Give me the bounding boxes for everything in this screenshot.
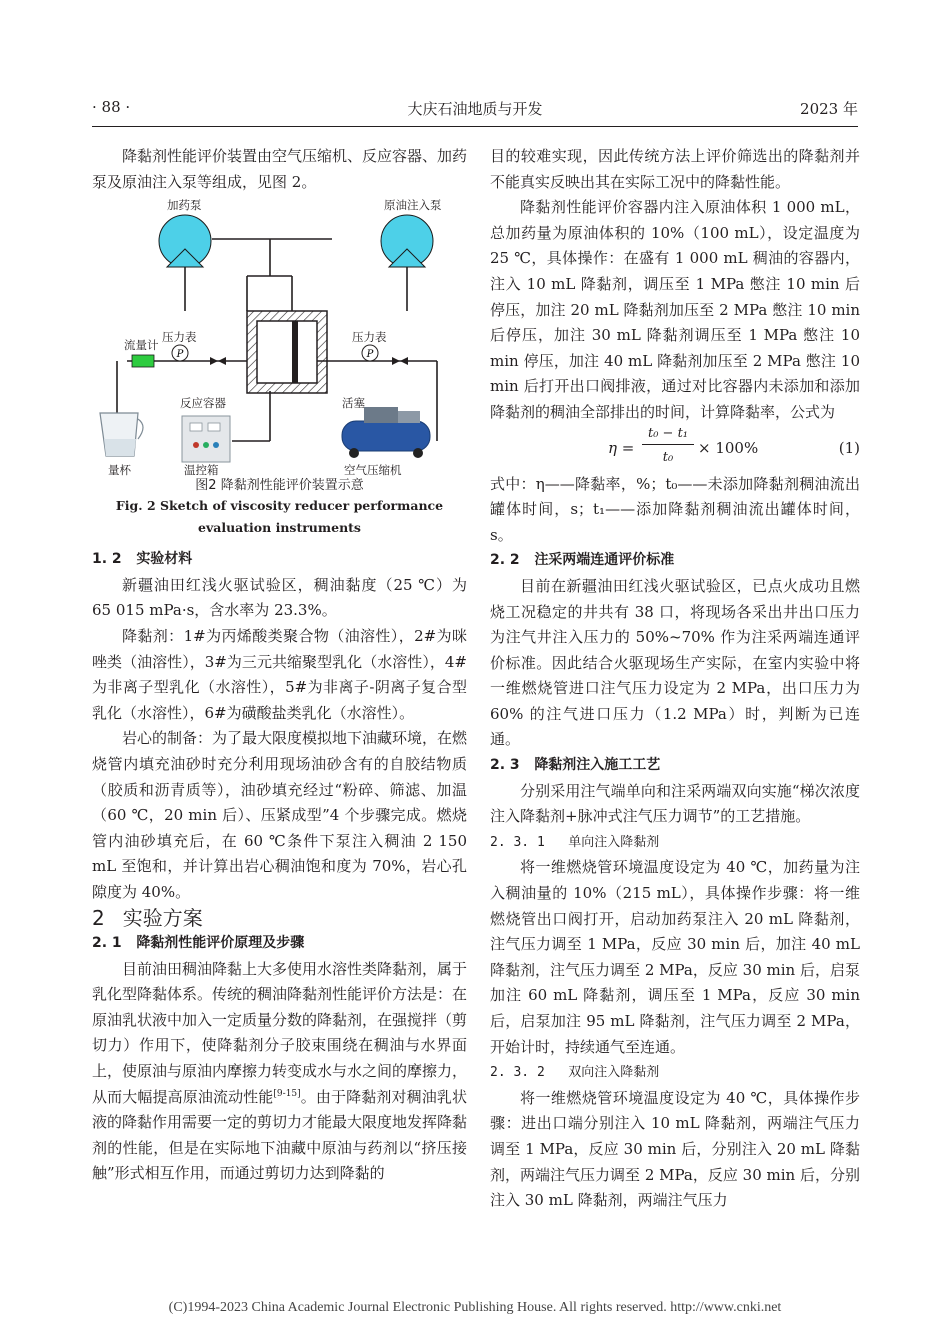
svg-text:温控箱: 温控箱 [184,463,219,478]
section-number: 2. 1 [92,935,122,952]
piston-icon [292,321,298,383]
paragraph-standard: 目前在新疆油田红浅火驱试验区，已点火成功且燃烧工况稳定的井共有 38 口，将现场各采出井出口压力为注气井注入压力的 50%~70% 作为注采两端连通评价标准。因此结合火驱现场生产实际，在室内实验中将一维燃烧管进口注气压力设定为 2 MPa，出口压力为 60% 的注气进口压力（1.2 MPa）时，判断为已连通。 [490,576,860,749]
publication-year: 2023 年 [800,100,858,118]
dosing-pump-icon [159,215,211,267]
right-column [490,144,860,1214]
temperature-box-icon [182,416,230,462]
equation-denominator: t₀ [662,449,674,465]
equation-rhs: × 100% [698,438,759,457]
section-2-3-heading [490,753,860,779]
left-column [92,144,467,1187]
figure-caption-en-2: evaluation instruments [198,520,361,536]
section-number: 2 [92,905,105,930]
svg-text:活塞: 活塞 [342,396,365,411]
section-number: 2. 3. 1 [490,834,545,850]
section-2-1-heading [92,931,467,957]
pressure-gauge-left-icon [172,345,188,361]
section-title: 实验方案 [122,905,203,930]
paragraph-core: 岩心的制备：为了最大限度模拟地下油藏环境，在燃烧管内填充油砂时充分利用现场油砂含有的自胶结物质（胶质和沥青质等），油砂填充经过“粉碎、筛滤、加温（60 ℃，20 min 后）、压紧成型”4 个步骤完成。燃烧管内油砂填充后，在 60 ℃条件下泵注入稠油 2 150 mL 至饱和，并计算出岩心稠油饱和度为 70%，岩心孔隙度为 40%。 [92,729,468,901]
figure-caption-en-1: Fig. 2 Sketch of viscosity reducer performance [115,498,444,514]
svg-text:原油注入泵: 原油注入泵 [384,198,442,213]
paragraph-variables: 式中：η——降黏率，%；t₀——未添加降黏剂稠油流出罐体时间，s；t₁——添加降黏剂稠油流出罐体时间，s。 [490,474,860,544]
svg-text:反应容器: 反应容器 [180,396,226,411]
equation-lhs: η = [608,438,635,457]
section-2-2-heading [490,548,860,574]
paragraph-eval: 降黏剂性能评价容器内注入原油体积 1 000 mL，总加药量为原油体积的 10%（100 mL），设定温度为 25 ℃，具体操作：在盛有 1 000 mL 稠油的容器内，注入 10 mL 降黏剂，调压至 1 MPa 憋注 10 min 后停压，加注 20 mL 降黏剂加压至 2 MPa 憋注 10 min 后停压，加注 30 mL 降黏剂调压至 1 MPa 憋注 10 min 停压，加注 40 mL 降黏剂加压至 2 MPa 憋注 10 min 后打开出口阀排液，通过对比容器内未添加和添加降黏剂的稠油全部排出的时间，计算降黏率，公式为 [490,198,860,421]
section-title: 双向注入降黏剂 [568,1065,660,1081]
svg-text:空气压缩机: 空气压缩机 [344,463,402,478]
apparatus-diagram [92,198,467,478]
section-2-3-1-heading [490,830,860,856]
header-rule [92,126,858,127]
section-title: 降黏剂注入施工工艺 [534,757,661,774]
figure-caption-cn: 图2 降黏剂性能评价装置示意 [195,478,364,494]
svg-text:P: P [366,349,374,361]
valve-left-icon [210,357,226,365]
section-2-3-2-heading [490,1060,860,1086]
page-number: · 88 · [92,98,131,116]
paragraph-process: 分别采用注气端单向和注采两端双向实施“梯次浓度注入降黏剂+脉冲式注气压力调节”的工艺措施。 [490,781,860,826]
equation-1 [490,426,860,472]
svg-text:量杯: 量杯 [108,463,131,478]
paragraph-agents: 降黏剂：1#为丙烯酸类聚合物（油溶性），2#为咪唑类（油溶性），3#为三元共缩聚型乳化（水溶性），4#为非离子型乳化（水溶性），5#为非离子-阴离子复合型乳化（水溶性），6#为磺酸盐类乳化（水溶性）。 [92,626,467,722]
svg-text:加药泵: 加药泵 [167,198,202,213]
equation-numerator: t₀ − t₁ [642,424,694,445]
section-2-heading [92,906,467,932]
section-number: 2. 3. 2 [490,1065,545,1081]
svg-text:P: P [176,349,184,361]
svg-text:压力表: 压力表 [352,330,387,345]
figure-2 [92,198,467,478]
oil-injection-pump-icon [381,215,433,267]
paragraph-principle: 目前油田稠油降黏上大多使用水溶性类降黏剂，属于乳化型降黏体系。传统的稠油降黏剂性能评价方法是：在原油乳状液中加入一定质量分数的降黏剂，在强搅拌（剪切力）作用下，使降黏剂分子胶束围绕在稠油与水界面上，使原油与原油内摩擦力转变成水与水之间的摩擦力，从而大幅提高原油流动性能[9-15]。由于降黏剂对稠油乳状液的降黏作用需要一定的剪切力才能最大限度地发挥降黏剂的性能，但是在实际地下油藏中原油与药剂以“挤压接触”形式相互作用，而通过剪切力达到降黏的 [92,959,468,1183]
valve-right-icon [392,357,408,365]
journal-title: 大庆石油地质与开发 [407,100,543,118]
section-title: 实验材料 [136,551,193,568]
svg-text:压力表: 压力表 [162,330,197,345]
reaction-container-icon [247,311,327,393]
citation: [9-15] [273,1088,301,1099]
section-title: 降黏剂性能评价原理及步骤 [136,935,305,952]
paragraph-double: 将一维燃烧管环境温度设定为 40 ℃，具体操作步骤：进出口端分别注入 10 mL 降黏剂，两端注气压力调至 1 MPa，反应 30 min 后，分别注入 20 mL 降黏剂，两端注气压力调至 2 MPa，反应 30 min 后，分别注入 30 mL 降黏剂，两端注气压力 [490,1088,860,1210]
section-title: 单向注入降黏剂 [568,834,660,850]
section-title: 注采两端连通评价标准 [534,552,675,569]
air-compressor-icon [342,407,430,458]
paragraph-oil: 新疆油田红浅火驱试验区，稠油黏度（25 ℃）为 65 015 mPa·s，含水率为 23.3%。 [92,575,467,620]
copyright-footer: (C)1994-2023 China Academic Journal Electronic Publishing House. All rights reserved. http://www.cnki.net [168,1300,782,1315]
section-number: 2. 3 [490,757,520,774]
section-number: 2. 2 [490,552,520,569]
flowmeter-icon [132,355,154,367]
paragraph-intro: 降黏剂性能评价装置由空气压缩机、反应容器、加药泵及原油注入泵等组成，见图 2。 [92,147,468,191]
paragraph-single: 将一维燃烧管环境温度设定为 40 ℃，加药量为注入稠油量的 10%（215 mL），具体操作步骤：将一维燃烧管出口阀打开，启动加药泵注入 20 mL 降黏剂，注气压力调至 1 MPa，反应 30 min 后，加注 40 mL 降黏剂，注气压力调至 2 MPa，反应 30 min 后，启泵加注 60 mL 降黏剂，调压至 1 MPa，反应 30 min 后，启泵加注 95 mL 降黏剂，注气压力调至 2 MPa，开始计时，持续通气至连通。 [490,858,860,1056]
section-number: 1. 2 [92,551,122,568]
svg-text:流量计: 流量计 [124,338,159,353]
section-1-2-heading [92,547,467,573]
equation-number: (1) [838,438,860,457]
pressure-gauge-right-icon [362,345,378,361]
paragraph-continued: 目的较难实现，因此传统方法上评价筛选出的降黏剂并不能真实反映出其在实际工况中的降黏性能。 [490,147,860,191]
